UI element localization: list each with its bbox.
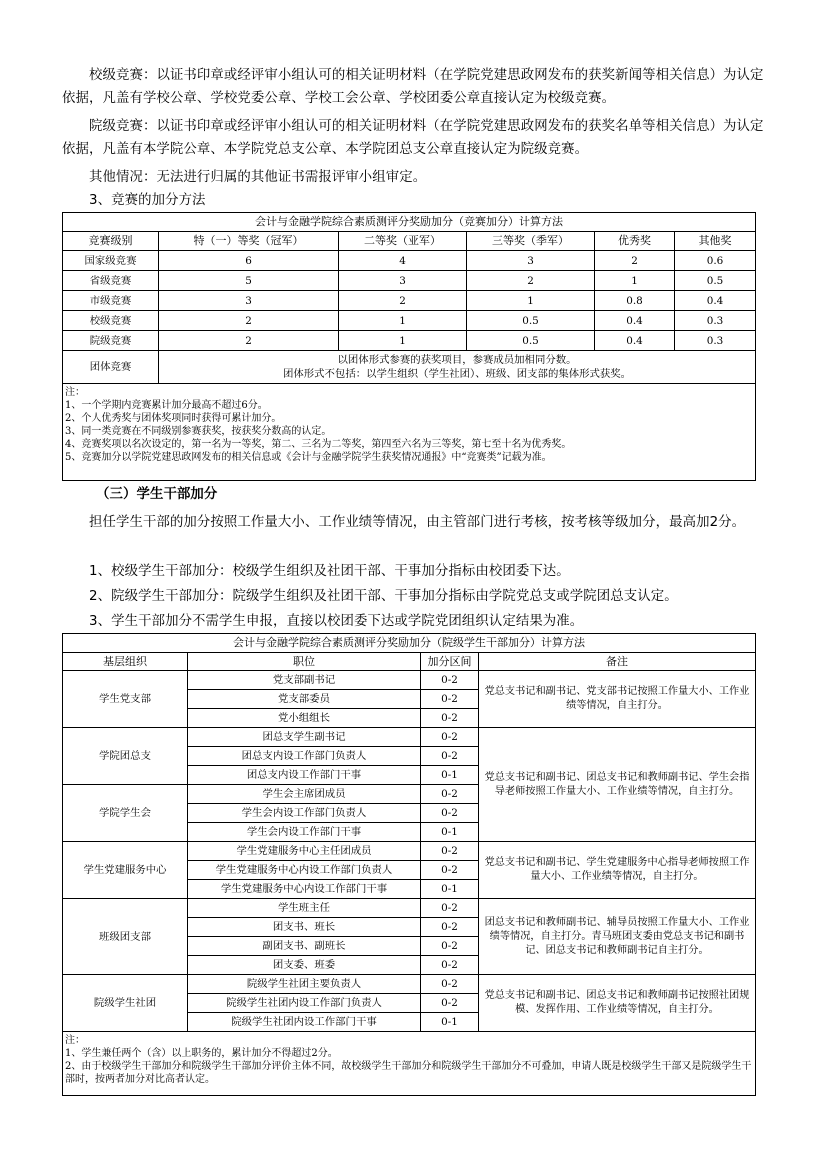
cadre-item-no-application: 3、学生干部加分不需学生申报，直接以校团委下达或学院党团组织认定结果为准。 [89,614,584,629]
note-line: 3、同一类竞赛在不同级别参赛获奖，按获奖分数高的认定。 [65,426,332,437]
remark-cell: 党总支书记和副书记、团总支书记和教师副书记、学生会指导老师按照工作量大小、工作业绩等情况，自主打分。 [479,728,756,842]
table-row [63,728,756,747]
column-header: 其他奖 [675,232,756,251]
range-cell: 0-1 [421,823,479,842]
remark-cell: 党总支书记和副书记、党支部书记按照工作量大小、工作业绩等情况，自主打分。 [479,671,756,728]
score-cell: 0.8 [595,291,675,311]
range-cell: 0-1 [421,766,479,785]
note-line: 2、个人优秀奖与团体奖项同时获得可累计加分。 [65,413,282,424]
cadre-table-header [63,653,756,671]
score-cell: 2 [595,251,675,271]
position-cell: 学生班主任 [188,899,421,918]
score-cell: 3 [339,271,467,291]
column-header: 基层组织 [63,653,188,671]
position-cell: 学生会主席团成员 [188,785,421,804]
table-row [63,331,756,351]
score-cell: 2 [339,291,467,311]
remark-cell: 党总支书记和副书记、学生党建服务中心指导老师按照工作量大小、工作业绩等情况，自主打分。 [479,842,756,899]
range-cell: 0-2 [421,956,479,975]
level-cell: 院级竞赛 [63,331,159,351]
score-cell: 6 [159,251,339,271]
position-cell: 团总支内设工作部门干事 [188,766,421,785]
other-situation-paragraph: 其他情况：无法进行归属的其他证书需报评审小组审定。 [89,170,427,185]
note-line: 2、由于校级学生干部加分和院级学生干部加分评价主体不同，故校级学生干部加分和院级学生干部加分不可叠加，申请人既是校级学生干部又是院级学生干部时，按两者加分对比高者认定。 [65,1061,752,1085]
competition-score-table [62,212,756,481]
competition-method-heading: 3、竞赛的加分方法 [89,193,206,208]
column-header: 备注 [479,653,756,671]
column-header: 加分区间 [421,653,479,671]
position-cell: 团支委、班委 [188,956,421,975]
score-cell: 2 [467,271,595,291]
range-cell: 0-2 [421,804,479,823]
org-cell: 学院团总支 [63,728,188,785]
score-cell: 0.3 [675,331,756,351]
score-cell: 0.4 [595,331,675,351]
cadre-section-heading: （三）学生干部加分 [96,487,218,502]
score-cell: 0.5 [467,331,595,351]
note-line: 1、学生兼任两个（含）以上职务的，累计加分不得超过2分。 [65,1048,338,1059]
team-competition-description [159,351,756,384]
org-cell: 学生党建服务中心 [63,842,188,899]
cadre-item-school: 1、校级学生干部加分：校级学生组织及社团干部、干事加分指标由校团委下达。 [89,564,570,579]
range-cell: 0-2 [421,785,479,804]
team-competition-row [63,351,756,384]
score-cell: 0.4 [595,311,675,331]
score-cell: 3 [467,251,595,271]
table-row [63,842,756,861]
position-cell: 党支部委员 [188,690,421,709]
range-cell: 0-2 [421,728,479,747]
level-cell: 市级竞赛 [63,291,159,311]
score-cell: 3 [159,291,339,311]
cadre-notes-row [63,1032,756,1096]
score-cell: 0.4 [675,291,756,311]
team-rule-line: 以团体形式参赛的获奖项目，参赛成员加相同分数。 [337,354,577,366]
table-row [63,291,756,311]
range-cell: 0-2 [421,671,479,690]
position-cell: 党支部副书记 [188,671,421,690]
note-line: 注： [65,387,85,398]
competition-table-title: 会计与金融学院综合素质测评分奖励加分（竞赛加分）计算方法 [63,213,756,232]
competition-table-header [63,232,756,251]
range-cell: 0-1 [421,880,479,899]
org-cell: 班级团支部 [63,899,188,975]
range-cell: 0-2 [421,709,479,728]
position-cell: 学生党建服务中心内设工作部门干事 [188,880,421,899]
cadre-notes [63,1032,756,1096]
position-cell: 学生会内设工作部门干事 [188,823,421,842]
org-cell: 学院学生会 [63,785,188,842]
team-rule-line: 团体形式不包括：以学生组织（学生社团）、班级、团支部的集体形式获奖。 [282,368,632,380]
table-row [63,899,756,918]
range-cell: 0-2 [421,918,479,937]
position-cell: 团支书、班长 [188,918,421,937]
column-header: 特（一）等奖（冠军） [159,232,339,251]
cadre-intro-paragraph: 担任学生干部的加分按照工作量大小、工作业绩等情况，由主管部门进行考核，按考核等级加分，最高加2分。 [89,515,746,530]
column-header: 三等奖（季军） [467,232,595,251]
position-cell: 副团支书、副班长 [188,937,421,956]
range-cell: 0-2 [421,975,479,994]
range-cell: 0-2 [421,994,479,1013]
position-cell: 学生党建服务中心主任团成员 [188,842,421,861]
score-cell: 2 [159,311,339,331]
level-cell: 校级竞赛 [63,311,159,331]
range-cell: 0-2 [421,842,479,861]
position-cell: 学生会内设工作部门负责人 [188,804,421,823]
range-cell: 0-2 [421,747,479,766]
position-cell: 党小组组长 [188,709,421,728]
score-cell: 4 [339,251,467,271]
score-cell: 1 [339,331,467,351]
note-line: 5、竞赛加分以学院党建思政网发布的相关信息或《会计与金融学院学生获奖情况通报》中“竞赛类”记载为准。 [65,452,552,463]
score-cell: 2 [159,331,339,351]
score-cell: 5 [159,271,339,291]
cadre-score-table [62,633,756,1096]
note-line: 1、一个学期内竞赛累计加分最高不超过6分。 [65,400,268,411]
score-cell: 1 [467,291,595,311]
range-cell: 0-1 [421,1013,479,1032]
table-row [63,671,756,690]
org-cell: 院级学生社团 [63,975,188,1032]
org-cell: 学生党支部 [63,671,188,728]
column-header: 优秀奖 [595,232,675,251]
score-cell: 0.5 [675,271,756,291]
note-line: 4、竞赛奖项以名次设定的，第一名为一等奖，第二、三名为二等奖，第四至六名为三等奖，第七至十名为优秀奖。 [65,439,572,450]
range-cell: 0-2 [421,861,479,880]
position-cell: 院级学生社团内设工作部门干事 [188,1013,421,1032]
competition-notes [63,384,756,481]
position-cell: 学生党建服务中心内设工作部门负责人 [188,861,421,880]
score-cell: 0.6 [675,251,756,271]
range-cell: 0-2 [421,937,479,956]
remark-cell: 团总支书记和教师副书记、辅导员按照工作量大小、工作业绩等情况，自主打分。青马班团支委由党总支书记和副书记、团总支书记和教师副书记自主打分。 [479,899,756,975]
cadre-table-title: 会计与金融学院综合素质测评分奖励加分（院级学生干部加分）计算方法 [63,634,756,653]
score-cell: 0.3 [675,311,756,331]
column-header: 二等奖（亚军） [339,232,467,251]
note-line: 注： [65,1035,85,1046]
table-row [63,271,756,291]
remark-cell: 党总支书记和副书记、团总支书记和教师副书记按照社团规模、发挥作用、工作业绩等情况，自主打分。 [479,975,756,1032]
score-cell: 0.5 [467,311,595,331]
cadre-item-college: 2、院级学生干部加分：院级学生组织及社团干部、干事加分指标由学院党总支或学院团总支认定。 [89,589,678,604]
college-competition-paragraph: 院级竞赛：以证书印章或经评审小组认可的相关证明材料（在学院党建思政网发布的获奖名单等相关信息）为认定依据，凡盖有本学院公章、本学院党总支公章、本学院团总支公章直接认定为院级竞赛。 [62,119,764,157]
level-cell: 国家级竞赛 [63,251,159,271]
school-competition-paragraph: 校级竞赛：以证书印章或经评审小组认可的相关证明材料（在学院党建思政网发布的获奖新闻等相关信息）为认定依据，凡盖有学校公章、学校党委公章、学校工会公章、学校团委公章直接认定为校级竞赛。 [62,68,764,106]
position-cell: 团总支学生副书记 [188,728,421,747]
position-cell: 院级学生社团主要负责人 [188,975,421,994]
team-competition-label: 团体竞赛 [63,351,159,384]
competition-notes-row [63,384,756,481]
range-cell: 0-2 [421,690,479,709]
position-cell: 院级学生社团内设工作部门负责人 [188,994,421,1013]
position-cell: 团总支内设工作部门负责人 [188,747,421,766]
score-cell: 1 [339,311,467,331]
table-row [63,251,756,271]
level-cell: 省级竞赛 [63,271,159,291]
column-header: 竞赛级别 [63,232,159,251]
range-cell: 0-2 [421,899,479,918]
column-header: 职位 [188,653,421,671]
table-row [63,311,756,331]
table-row [63,975,756,994]
score-cell: 1 [595,271,675,291]
